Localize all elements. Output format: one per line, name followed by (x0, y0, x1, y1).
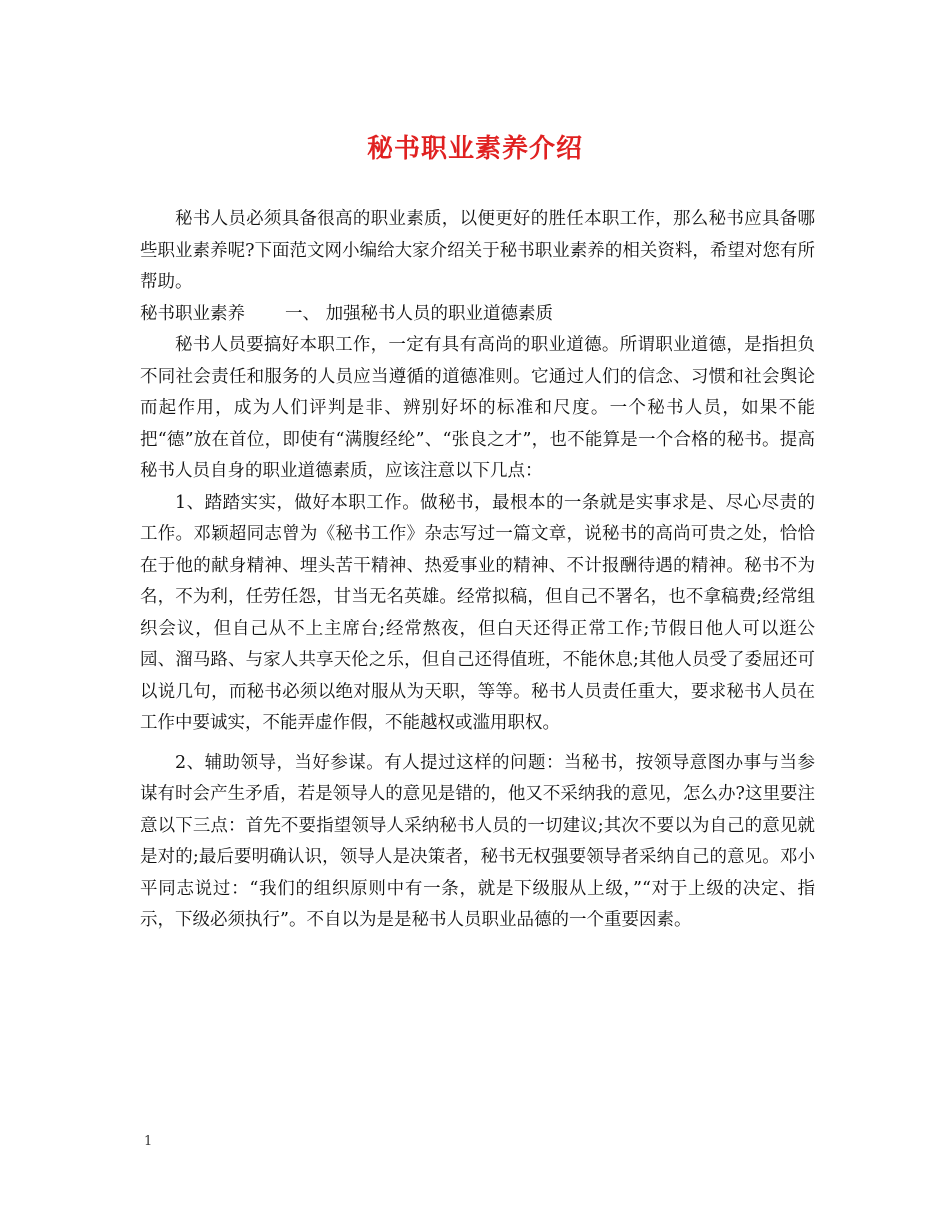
section-heading: 一、 加强秘书人员的职业道德素质 (285, 303, 554, 324)
page-number: 1 (144, 1134, 153, 1149)
section-heading-line (140, 299, 815, 331)
document-body (140, 204, 815, 937)
body-paragraph-ethics: 秘书人员要搞好本职工作，一定有具有高尚的职业道德。所谓职业道德，是指担负不同社会责任和服务的人员应当遵循的道德准则。它通过人们的信念、习惯和社会舆论而起作用，成为人们评判是非、辨别好坏的标准和尺度。一个秘书人员，如果不能把“德”放在首位，即使有“满腹经纶”、“张良之才”，也不能算是一个合格的秘书。提高秘书人员自身的职业道德素质，应该注意以下几点： (140, 335, 815, 481)
document-title: 秘书职业素养介绍 (366, 134, 583, 164)
intro-paragraph: 秘书人员必须具备很高的职业素质，以便更好的胜任本职工作，那么秘书应具备哪些职业素养呢?下面范文网小编给大家介绍关于秘书职业素养的相关资料，希望对您有所帮助。 (140, 209, 815, 292)
body-paragraph-point-2: 2、辅助领导，当好参谋。有人提过这样的问题：当秘书，按领导意图办事与当参谋有时会产生矛盾，若是领导人的意见是错的，他又不采纳我的意见，怎么办?这里要注意以下三点：首先不要指望领导人采纳秘书人员的一切建议;其次不要以为自己的意见就是对的;最后要明确认识，领导人是决策者，秘书无权强要领导者采纳自己的意见。邓小平同志说过：“我们的组织原则中有一条，就是下级服从上级，”“对于上级的决定、指示，下级必须执行”。不自以为是是秘书人员职业品德的一个重要因素。 (140, 752, 815, 930)
section-label: 秘书职业素养 (140, 303, 245, 324)
body-paragraph-point-1: 1、踏踏实实，做好本职工作。做秘书，最根本的一条就是实事求是、尽心尽责的工作。邓颖超同志曾为《秘书工作》杂志写过一篇文章，说秘书的高尚可贵之处，恰恰在于他的献身精神、埋头苦干精神、热爱事业的精神、不计报酬待遇的精神。秘书不为名，不为利，任劳任怨，甘当无名英雄。经常拟稿，但自己不署名，也不拿稿费;经常组织会议，但自己从不上主席台;经常熬夜，但白天还得正常工作;节假日他人可以逛公园、溜马路、与家人共享天伦之乐，但自己还得值班，不能休息;其他人员受了委屈还可以说几句，而秘书必须以绝对服从为天职，等等。秘书人员责任重大，要求秘书人员在工作中要诚实，不能弄虚作假，不能越权或滥用职权。 (140, 492, 815, 733)
